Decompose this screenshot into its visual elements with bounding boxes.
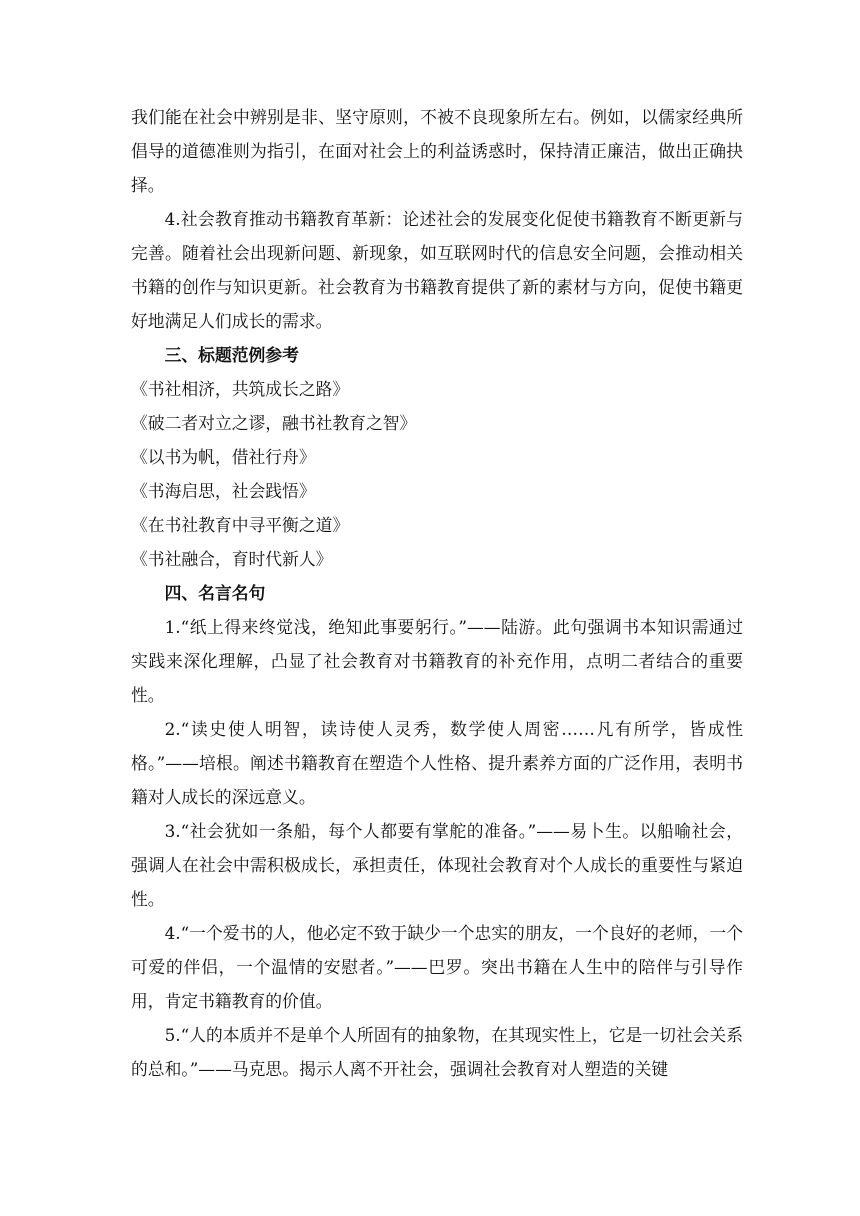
quote-paragraph: 1.“纸上得来终觉浅，绝知此事要躬行。”——陆游。此句强调书本知识需通过实践来深化理解，凸显了社会教育对书籍教育的补充作用，点明二者结合的重要性。 — [131, 617, 743, 705]
document-body — [131, 100, 743, 1086]
paragraph-social-education-reform: 4.社会教育推动书籍教育革新：论述社会的发展变化促使书籍教育不断更新与完善。随着社会出现新问题、新现象，如互联网时代的信息安全问题，会推动相关书籍的创作与知识更新。社会教育为书籍教育提供了新的素材与方向，促使书籍更好地满足人们成长的需求。 — [131, 209, 743, 331]
title-example-item: 《书社融合，育时代新人》 — [131, 549, 333, 569]
title-example-item: 《书海启思，社会践悟》 — [131, 481, 316, 501]
section-heading-title-examples: 三、标题范例参考 — [164, 345, 299, 365]
title-example-item: 《破二者对立之谬，融书社教育之智》 — [131, 413, 417, 433]
title-example-item: 《以书为帆，借社行舟》 — [131, 447, 316, 467]
title-example-item: 《书社相济，共筑成长之路》 — [131, 379, 350, 399]
quote-paragraph: 3.“社会犹如一条船，每个人都要有掌舵的准备。”——易卜生。以船喻社会，强调人在社会中需积极成长，承担责任，体现社会教育对个人成长的重要性与紧迫性。 — [131, 821, 743, 909]
title-example-item: 《在书社教育中寻平衡之道》 — [131, 515, 350, 535]
paragraph-continuation: 我们能在社会中辨别是非、坚守原则，不被不良现象所左右。例如，以儒家经典所倡导的道德准则为指引，在面对社会上的利益诱惑时，保持清正廉洁，做出正确抉择。 — [131, 107, 743, 195]
section-heading-quotes: 四、名言名句 — [164, 583, 266, 603]
quote-paragraph: 4.“一个爱书的人，他必定不致于缺少一个忠实的朋友，一个良好的老师，一个可爱的伴侣，一个温情的安慰者。”——巴罗。突出书籍在人生中的陪伴与引导作用，肯定书籍教育的价值。 — [131, 923, 743, 1011]
quote-paragraph: 2.“读史使人明智，读诗使人灵秀，数学使人周密……凡有所学，皆成性格。”——培根。阐述书籍教育在塑造个人性格、提升素养方面的广泛作用，表明书籍对人成长的深远意义。 — [131, 719, 743, 807]
quote-paragraph: 5.“人的本质并不是单个人所固有的抽象物，在其现实性上，它是一切社会关系的总和。”——马克思。揭示人离不开社会，强调社会教育对人塑造的关键 — [131, 1025, 743, 1079]
